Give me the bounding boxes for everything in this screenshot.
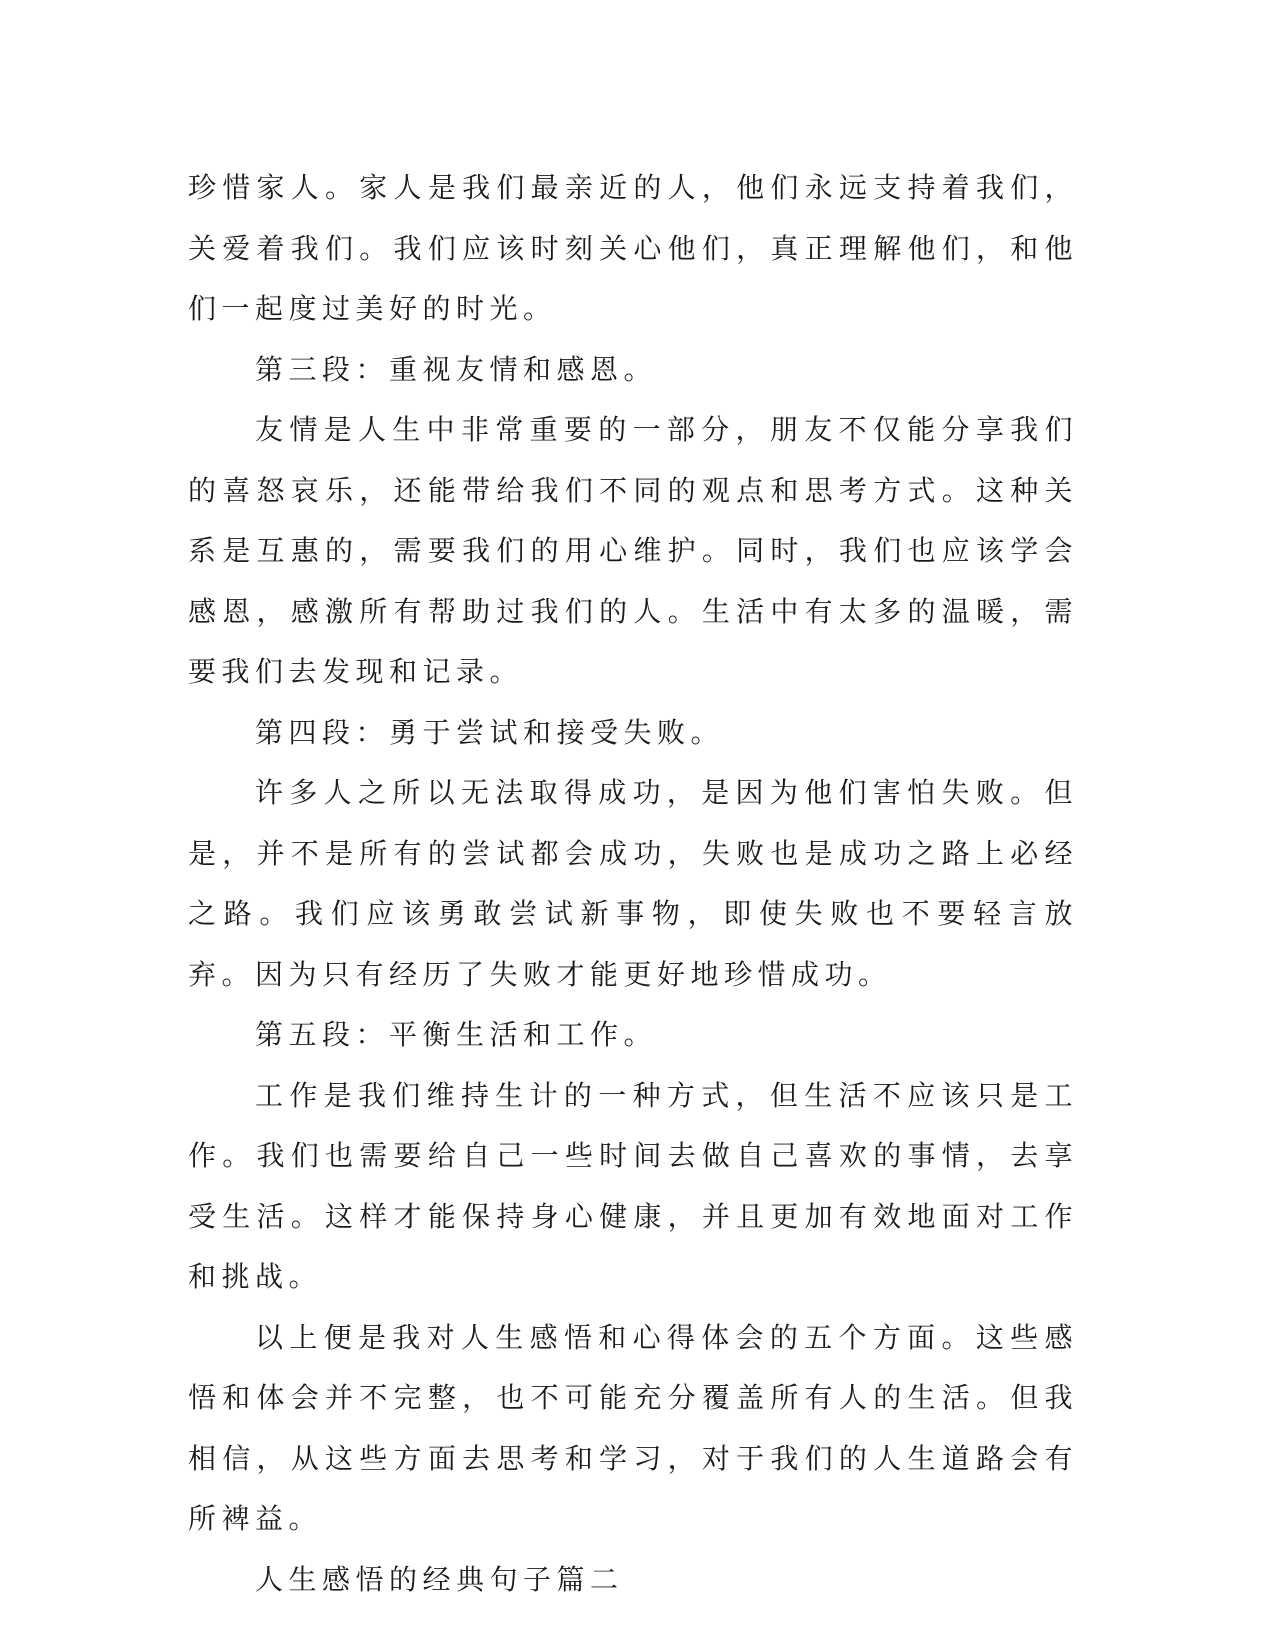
paragraph-family: 珍惜家人。家人是我们最亲近的人，他们永远支持着我们，关爱着我们。我们应该时刻关心他们，真正理解他们，和他们一起度过美好的时光。 <box>188 171 1078 325</box>
article-title-part-two: 人生感悟的经典句子篇二 <box>255 1562 624 1596</box>
paragraph-failure: 许多人之所以无法取得成功，是因为他们害怕失败。但是，并不是所有的尝试都会成功，失败也是成功之路上必经之路。我们应该勇敢尝试新事物，即使失败也不要轻言放弃。因为只有经历了失败才能更好地珍惜成功。 <box>188 776 1078 991</box>
paragraph-summary: 以上便是我对人生感悟和心得体会的五个方面。这些感悟和体会并不完整，也不可能充分覆盖所有人的生活。但我相信，从这些方面去思考和学习，对于我们的人生道路会有所裨益。 <box>188 1320 1078 1535</box>
section-heading-five: 第五段：平衡生活和工作。 <box>255 1018 658 1051</box>
paragraph-friendship: 友情是人生中非常重要的一部分，朋友不仅能分享我们的喜怒哀乐，还能带给我们不同的观点和思考方式。这种关系是互惠的，需要我们的用心维护。同时，我们也应该学会感恩，感激所有帮助过我们的人。生活中有太多的温暖，需要我们去发现和记录。 <box>188 413 1078 688</box>
paragraph-work-life: 工作是我们维持生计的一种方式，但生活不应该只是工作。我们也需要给自己一些时间去做自己喜欢的事情，去享受生活。这样才能保持身心健康，并且更加有效地面对工作和挑战。 <box>188 1078 1078 1293</box>
section-heading-four: 第四段：勇于尝试和接受失败。 <box>255 715 725 749</box>
document-body <box>188 158 1078 1610</box>
section-heading-three: 第三段：重视友情和感恩。 <box>255 352 658 386</box>
